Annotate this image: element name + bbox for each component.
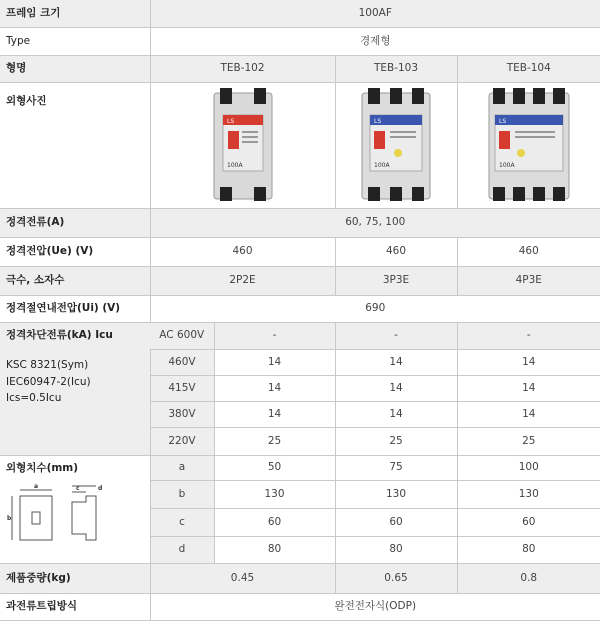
row-insulation: [0, 295, 600, 322]
dim-letter-d: d: [98, 485, 103, 493]
row-dim-a: [0, 455, 600, 480]
dim-a-teb-103: 75: [335, 455, 457, 480]
breaking-ac600-teb-104: -: [457, 322, 600, 349]
poles-teb-103: 3P3E: [335, 266, 457, 295]
dim-b-teb-103: 130: [335, 480, 457, 508]
breaker-3p-image: [360, 87, 432, 203]
breaking-380-teb-103: 14: [335, 401, 457, 427]
photo-teb-102: [150, 82, 335, 208]
poles-teb-104: 4P3E: [457, 266, 600, 295]
breaking-415-teb-103: 14: [335, 375, 457, 401]
dim-key-d: d: [150, 536, 214, 563]
photo-teb-103: [335, 82, 457, 208]
breaking-415-teb-102: 14: [214, 375, 335, 401]
model-teb-103: TEB-103: [335, 55, 457, 82]
dim-d-teb-102: 80: [214, 536, 335, 563]
weight-teb-103: 0.65: [335, 563, 457, 593]
weight-teb-102: 0.45: [150, 563, 335, 593]
breaking-ac600-teb-102: -: [214, 322, 335, 349]
dim-d-teb-103: 80: [335, 536, 457, 563]
trip-value: 완전전자식(ODP): [150, 593, 600, 620]
breaker-2p-rating: 100A: [226, 162, 243, 169]
breaking-std-line-3: Ics=0.5Icu: [6, 392, 62, 405]
breaking-std-line-2: IEC60947-2(Icu): [6, 375, 91, 388]
dim-d-teb-104: 80: [457, 536, 600, 563]
breaking-label-cell: [0, 322, 150, 455]
breaking-voltage-220: 220V: [150, 427, 214, 455]
breaking-220-teb-102: 25: [214, 427, 335, 455]
type-label: Type: [0, 27, 150, 55]
poles-teb-102: 2P2E: [150, 266, 335, 295]
dim-letter-b: b: [7, 515, 12, 523]
photo-label: 외형사진: [0, 82, 150, 208]
breaking-ac600-teb-103: -: [335, 322, 457, 349]
row-breaking-ac600: [0, 322, 600, 349]
photo-teb-104: [457, 82, 600, 208]
row-photo: [0, 82, 600, 208]
breaking-label: 정격차단전류(kA) Icu: [6, 328, 113, 341]
weight-teb-104: 0.8: [457, 563, 600, 593]
rated-current-value: 60, 75, 100: [150, 208, 600, 237]
dim-letter-c: c: [76, 485, 80, 493]
dim-key-a: a: [150, 455, 214, 480]
row-type: [0, 27, 600, 55]
dim-letter-a: a: [34, 483, 39, 491]
breaker-4p-brand: LS: [498, 118, 506, 125]
breaker-2p-image: [212, 87, 274, 203]
row-rated-voltage: [0, 237, 600, 266]
dimension-diagram: [6, 482, 126, 544]
rated-voltage-teb-104: 460: [457, 237, 600, 266]
trip-label: 과전류트립방식: [0, 593, 150, 620]
row-trip: [0, 593, 600, 620]
dim-key-b: b: [150, 480, 214, 508]
breaking-voltage-460: 460V: [150, 349, 214, 375]
breaker-3p-brand: LS: [374, 118, 382, 125]
rated-voltage-teb-102: 460: [150, 237, 335, 266]
row-rated-current: [0, 208, 600, 237]
breaking-380-teb-102: 14: [214, 401, 335, 427]
dim-c-teb-104: 60: [457, 508, 600, 536]
row-weight: [0, 563, 600, 593]
breaking-voltage-415: 415V: [150, 375, 214, 401]
breaker-2p-brand: LS: [226, 118, 234, 125]
dim-c-teb-102: 60: [214, 508, 335, 536]
breaking-220-teb-104: 25: [457, 427, 600, 455]
model-teb-102: TEB-102: [150, 55, 335, 82]
dim-key-c: c: [150, 508, 214, 536]
breaker-4p-image: [487, 87, 571, 203]
dim-b-teb-102: 130: [214, 480, 335, 508]
dimensions-label: 외형치수(mm): [6, 461, 79, 474]
row-frame-size: [0, 0, 600, 27]
breaking-std-line-1: KSC 8321(Sym): [6, 359, 89, 372]
breaking-voltage-ac600: AC 600V: [150, 322, 214, 349]
breaking-415-teb-104: 14: [457, 375, 600, 401]
breaker-3p-rating: 100A: [374, 162, 390, 169]
dim-b-teb-104: 130: [457, 480, 600, 508]
rated-current-label: 정격전류(A): [0, 208, 150, 237]
insulation-label: 정격절연내전압(Ui) (V): [0, 295, 150, 322]
frame-size-label: 프레임 크기: [0, 0, 150, 27]
rated-voltage-label: 정격전압(Ue) (V): [0, 237, 150, 266]
breaking-380-teb-104: 14: [457, 401, 600, 427]
breaker-4p-rating: 100A: [498, 162, 515, 169]
dim-a-teb-104: 100: [457, 455, 600, 480]
dim-a-teb-102: 50: [214, 455, 335, 480]
model-label: 형명: [0, 55, 150, 82]
breaking-voltage-380: 380V: [150, 401, 214, 427]
poles-label: 극수, 소자수: [0, 266, 150, 295]
row-poles: [0, 266, 600, 295]
breaking-460-teb-103: 14: [335, 349, 457, 375]
dimensions-label-cell: [0, 455, 150, 563]
dim-c-teb-103: 60: [335, 508, 457, 536]
insulation-value: 690: [150, 295, 600, 322]
type-value: 경제형: [150, 27, 600, 55]
model-teb-104: TEB-104: [457, 55, 600, 82]
rated-voltage-teb-103: 460: [335, 237, 457, 266]
row-model: [0, 55, 600, 82]
breaking-460-teb-104: 14: [457, 349, 600, 375]
frame-size-value: 100AF: [150, 0, 600, 27]
breaking-460-teb-102: 14: [214, 349, 335, 375]
breaking-220-teb-103: 25: [335, 427, 457, 455]
weight-label: 제품중량(kg): [0, 563, 150, 593]
